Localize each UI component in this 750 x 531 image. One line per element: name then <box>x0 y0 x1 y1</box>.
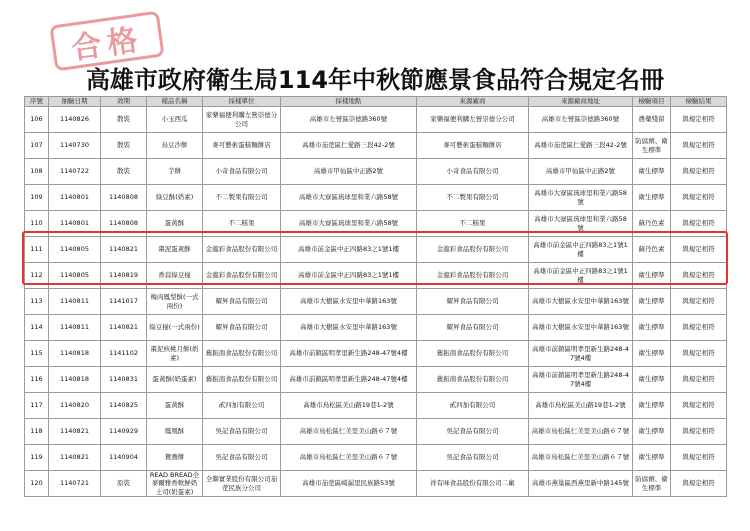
cell-vendor-address: 高雄市鳥松區仁美里美山路６７號 <box>529 419 633 445</box>
cell-sample-date: 1140801 <box>49 185 101 211</box>
cell-test-result: 與規定相符 <box>671 263 727 289</box>
table-row <box>25 289 727 315</box>
cell-expiry: 1141102 <box>101 341 147 367</box>
cell-source-vendor: 家樂福便利購左營崇德分公司 <box>417 107 529 133</box>
header-sample-date: 抽驗日期 <box>49 97 101 107</box>
cell-sample-date: 1140811 <box>49 289 101 315</box>
cell-vendor-address: 高雄市前金區中正四路83之1號1樓 <box>529 263 633 289</box>
cell-test-result: 與規定相符 <box>671 185 727 211</box>
cell-sampling-location: 高雄市甲仙區中正路2號 <box>281 159 417 185</box>
cell-expiry: 1140831 <box>101 367 147 393</box>
cell-source-vendor: 貳四加有限公司 <box>417 393 529 419</box>
cell-sampling-unit: 舊振南食品股份有限公司 <box>203 341 281 367</box>
cell-test-item: 衛生標準 <box>633 341 671 367</box>
table-row <box>25 341 727 367</box>
table-row <box>25 211 727 237</box>
cell-sampling-unit: 金龍彩食品股份有限公司 <box>203 237 281 263</box>
cell-test-item: 衛生標準 <box>633 185 671 211</box>
table-header-row <box>25 97 727 107</box>
cell-source-vendor: 小奇食品有限公司 <box>417 159 529 185</box>
cell-no: 106 <box>25 107 49 133</box>
cell-sampling-location: 高雄市鳥松區美山路19巷1-2號 <box>281 393 417 419</box>
cell-test-result: 與規定相符 <box>671 419 727 445</box>
cell-sample-name: 棗泥蛋黃酥 <box>147 237 203 263</box>
cell-test-item: 蘇丹色素 <box>633 211 671 237</box>
cell-sampling-unit: 吳記食品有限公司 <box>203 445 281 471</box>
cell-sample-date: 1140821 <box>49 419 101 445</box>
cell-no: 120 <box>25 471 49 497</box>
cell-source-vendor: 舊振南食品股份有限公司 <box>417 367 529 393</box>
cell-test-result: 與規定相符 <box>671 107 727 133</box>
cell-vendor-address: 高雄市大寮區琉球里和業六路58號 <box>529 185 633 211</box>
table-row <box>25 471 727 497</box>
cell-sampling-unit: 耀昇食品有限公司 <box>203 315 281 341</box>
table-row <box>25 315 727 341</box>
cell-expiry: 1141017 <box>101 289 147 315</box>
cell-expiry: 1140808 <box>101 185 147 211</box>
cell-test-item: 防腐劑、衛生標準 <box>633 471 671 497</box>
cell-sampling-unit: 舊振南食品股份有限公司 <box>203 367 281 393</box>
cell-expiry: 散裝 <box>101 133 147 159</box>
table-row <box>25 367 727 393</box>
cell-no: 112 <box>25 263 49 289</box>
cell-test-result: 與規定相符 <box>671 315 727 341</box>
cell-test-result: 與規定相符 <box>671 159 727 185</box>
cell-sample-date: 1140721 <box>49 471 101 497</box>
cell-test-item: 農藥殘留 <box>633 107 671 133</box>
cell-test-result: 與規定相符 <box>671 393 727 419</box>
qualified-stamp: 合格 <box>49 11 164 72</box>
cell-expiry: 散裝 <box>101 107 147 133</box>
cell-sampling-unit: 小奇食品有限公司 <box>203 159 281 185</box>
cell-no: 109 <box>25 185 49 211</box>
cell-test-item: 衛生標準 <box>633 289 671 315</box>
cell-sampling-unit: 不二糕果 <box>203 211 281 237</box>
cell-sample-name: 香蒜綠豆椪 <box>147 263 203 289</box>
cell-sample-name: 棗泥核桃月餅(奶素) <box>147 341 203 367</box>
document-title: 高雄市政府衛生局114年中秋節應景食品符合規定名冊 <box>85 66 665 94</box>
cell-test-result: 與規定相符 <box>671 367 727 393</box>
cell-no: 115 <box>25 341 49 367</box>
cell-no: 118 <box>25 419 49 445</box>
cell-sampling-unit: 吳記食品有限公司 <box>203 419 281 445</box>
cell-sampling-unit: 全聯實業股份有限公司茄萣民族分公司 <box>203 471 281 497</box>
cell-source-vendor: 金龍彩食品股份有限公司 <box>417 263 529 289</box>
cell-sample-date: 1140821 <box>49 445 101 471</box>
cell-sample-name: READ BREAD全麥爾雅香軟鮮奶土司(奶蛋素) <box>147 471 203 497</box>
cell-sampling-location: 高雄市鳥松區仁美里美山路６７號 <box>281 419 417 445</box>
cell-sample-date: 1140820 <box>49 393 101 419</box>
cell-vendor-address: 高雄市前鎮區明孝里新生路248-47號4樓 <box>529 341 633 367</box>
cell-test-item: 蘇丹色素 <box>633 237 671 263</box>
cell-expiry: 1140821 <box>101 237 147 263</box>
cell-expiry: 原裝 <box>101 471 147 497</box>
cell-source-vendor: 不二製果有限公司 <box>417 185 529 211</box>
cell-sampling-location: 高雄市大樹區水安里中華路163號 <box>281 289 417 315</box>
cell-sample-name: 鴛鴦餅 <box>147 445 203 471</box>
cell-vendor-address: 高雄市燕巢區西燕里新中路145號 <box>529 471 633 497</box>
cell-test-item: 衛生標準 <box>633 159 671 185</box>
cell-sampling-location: 高雄市前金區中正四路83之1號1樓 <box>281 263 417 289</box>
cell-sampling-location: 高雄市前鎮區明孝里新生路248-47號4樓 <box>281 367 417 393</box>
cell-vendor-address: 高雄市大樹區水安里中華路163號 <box>529 289 633 315</box>
cell-sampling-unit: 不二製果有限公司 <box>203 185 281 211</box>
cell-sampling-unit: 麥可藝術蛋糕麵餅店 <box>203 133 281 159</box>
cell-source-vendor: 吳記食品有限公司 <box>417 419 529 445</box>
cell-sampling-location: 高雄市左營區崇德路360號 <box>281 107 417 133</box>
cell-vendor-address: 高雄市鳥松區仁美里美山路６７號 <box>529 445 633 471</box>
cell-no: 110 <box>25 211 49 237</box>
table-row <box>25 393 727 419</box>
cell-sample-name: 綠豆酥(奶素) <box>147 185 203 211</box>
header-sampling-unit: 採樣單位 <box>203 97 281 107</box>
header-sampling-location: 採樣地點 <box>281 97 417 107</box>
cell-sampling-unit: 貳四加有限公司 <box>203 393 281 419</box>
cell-sampling-location: 高雄市鳥松區仁美里美山路６７號 <box>281 445 417 471</box>
cell-sampling-unit: 耀昇食品有限公司 <box>203 289 281 315</box>
table-row <box>25 185 727 211</box>
cell-no: 111 <box>25 237 49 263</box>
cell-test-item: 衛生標準 <box>633 393 671 419</box>
cell-sample-name: 鳳凰酥 <box>147 419 203 445</box>
cell-vendor-address: 高雄市大寮區琉球里和業六路58號 <box>529 211 633 237</box>
header-no: 序號 <box>25 97 49 107</box>
cell-sample-date: 1140818 <box>49 367 101 393</box>
cell-source-vendor: 金龍彩食品股份有限公司 <box>417 237 529 263</box>
cell-sample-date: 1140826 <box>49 107 101 133</box>
cell-sampling-location: 高雄市大寮區琉球里和業六路58號 <box>281 211 417 237</box>
cell-sample-name: 蛋黃酥 <box>147 211 203 237</box>
cell-sample-date: 1140805 <box>49 263 101 289</box>
cell-source-vendor: 不二糕果 <box>417 211 529 237</box>
cell-vendor-address: 高雄市大樹區水安里中華路163號 <box>529 315 633 341</box>
cell-expiry: 1140819 <box>101 263 147 289</box>
cell-sample-date: 1140818 <box>49 341 101 367</box>
cell-sampling-unit: 家樂福便利購左營崇德分公司 <box>203 107 281 133</box>
cell-sampling-location: 高雄市茄萣區崎漏里民族路53號 <box>281 471 417 497</box>
cell-no: 113 <box>25 289 49 315</box>
cell-no: 117 <box>25 393 49 419</box>
cell-sampling-location: 高雄市茄萣區仁愛路三段42-2號 <box>281 133 417 159</box>
header-vendor-address: 來源廠商地址 <box>529 97 633 107</box>
cell-sampling-location: 高雄市前金區中正四路83之1號1樓 <box>281 237 417 263</box>
cell-test-item: 防腐劑、衛生標準 <box>633 133 671 159</box>
cell-test-item: 衛生標準 <box>633 367 671 393</box>
header-expiry: 效期 <box>101 97 147 107</box>
table-row <box>25 419 727 445</box>
cell-vendor-address: 高雄市鳥松區美山路19巷1-2號 <box>529 393 633 419</box>
header-test-result: 檢驗結果 <box>671 97 727 107</box>
cell-test-item: 衛生標準 <box>633 315 671 341</box>
table-body <box>25 107 727 497</box>
cell-sampling-location: 高雄市前鎮區明孝里新生路248-47號4樓 <box>281 341 417 367</box>
cell-no: 116 <box>25 367 49 393</box>
cell-test-result: 與規定相符 <box>671 289 727 315</box>
cell-expiry: 1140825 <box>101 393 147 419</box>
cell-expiry: 1140821 <box>101 315 147 341</box>
cell-sample-date: 1140801 <box>49 211 101 237</box>
cell-sample-name: 蛋黃酥 <box>147 393 203 419</box>
cell-sample-date: 1140722 <box>49 159 101 185</box>
cell-expiry: 1140904 <box>101 445 147 471</box>
cell-source-vendor: 吳記食品有限公司 <box>417 445 529 471</box>
cell-sample-date: 1140730 <box>49 133 101 159</box>
cell-sample-name: 芋餅 <box>147 159 203 185</box>
cell-expiry: 散裝 <box>101 159 147 185</box>
cell-sampling-unit: 金龍彩食品股份有限公司 <box>203 263 281 289</box>
header-sample-name: 樣品名稱 <box>147 97 203 107</box>
header-test-item: 檢驗項目 <box>633 97 671 107</box>
cell-no: 119 <box>25 445 49 471</box>
cell-no: 108 <box>25 159 49 185</box>
cell-sample-date: 1140805 <box>49 237 101 263</box>
header-source-vendor: 來源廠商 <box>417 97 529 107</box>
cell-sample-date: 1140811 <box>49 315 101 341</box>
cell-no: 107 <box>25 133 49 159</box>
cell-no: 114 <box>25 315 49 341</box>
cell-source-vendor: 耀昇食品有限公司 <box>417 315 529 341</box>
table-row <box>25 133 727 159</box>
cell-source-vendor: 麥可藝術蛋糕麵餅店 <box>417 133 529 159</box>
table-row <box>25 159 727 185</box>
table-row <box>25 107 727 133</box>
cell-test-item: 衛生標準 <box>633 445 671 471</box>
cell-sample-name: 小玉西瓜 <box>147 107 203 133</box>
cell-vendor-address: 高雄市前金區中正四路83之1號1樓 <box>529 237 633 263</box>
cell-test-item: 衛生標準 <box>633 419 671 445</box>
cell-test-result: 與規定相符 <box>671 341 727 367</box>
cell-sample-name: 烏豆沙餅 <box>147 133 203 159</box>
cell-test-result: 與規定相符 <box>671 133 727 159</box>
cell-source-vendor: 祥有味食品股份有限公司二廠 <box>417 471 529 497</box>
cell-vendor-address: 高雄市前鎮區明孝里新生路248-47號4樓 <box>529 367 633 393</box>
cell-vendor-address: 高雄市甲仙區中正路2號 <box>529 159 633 185</box>
table-row <box>25 445 727 471</box>
table-row <box>25 263 727 289</box>
cell-sample-name: 蛋黃酥(奶蛋素) <box>147 367 203 393</box>
cell-test-result: 與規定相符 <box>671 471 727 497</box>
cell-test-result: 與規定相符 <box>671 211 727 237</box>
cell-sampling-location: 高雄市大寮區琉球里和業六路58號 <box>281 185 417 211</box>
cell-source-vendor: 耀昇食品有限公司 <box>417 289 529 315</box>
cell-test-result: 與規定相符 <box>671 445 727 471</box>
inspection-table <box>24 96 727 497</box>
cell-vendor-address: 高雄市左營區崇德路360號 <box>529 107 633 133</box>
cell-test-result: 與規定相符 <box>671 237 727 263</box>
cell-sample-name: 梅肉鳳梨酥(一式兩份) <box>147 289 203 315</box>
cell-sampling-location: 高雄市大樹區水安里中華路163號 <box>281 315 417 341</box>
cell-test-item: 衛生標準 <box>633 263 671 289</box>
cell-expiry: 1140808 <box>101 211 147 237</box>
cell-source-vendor: 舊振南食品股份有限公司 <box>417 341 529 367</box>
cell-vendor-address: 高雄市茄萣區仁愛路三段42-2號 <box>529 133 633 159</box>
cell-sample-name: 綠豆椪(一式兩份) <box>147 315 203 341</box>
table-row <box>25 237 727 263</box>
cell-expiry: 1140929 <box>101 419 147 445</box>
